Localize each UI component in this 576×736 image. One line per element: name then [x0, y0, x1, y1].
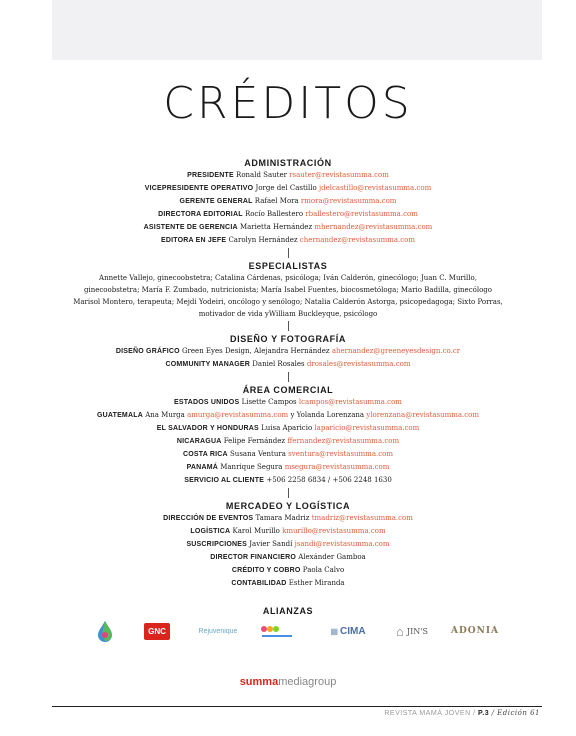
section-heading-diseno: DISEÑO Y FOTOGRAFÍA: [230, 334, 346, 344]
email-link[interactable]: amurga@revistasumma.com: [187, 411, 289, 419]
adonia-logo-icon: ADONIA: [450, 626, 500, 636]
email-link[interactable]: mhernandez@revistasumma.com: [314, 223, 433, 231]
email-link[interactable]: jsandi@revistasumma.com: [294, 540, 390, 548]
email-link[interactable]: rsauter@revistasumma.com: [289, 171, 389, 179]
email-link[interactable]: tmadriz@revistasumma.com: [311, 514, 413, 522]
email-link[interactable]: sventura@revistasumma.com: [288, 450, 393, 458]
credit-line: SERVICIO AL CLIENTE +506 2258 6834 / +506 2248 1630: [184, 476, 392, 484]
email-link[interactable]: ahernandez@greeneyesdesign.co.cr: [331, 347, 461, 355]
gnc-logo-icon: GNC: [142, 620, 172, 642]
email-link[interactable]: jdelcastillo@revistasumma.com: [318, 184, 432, 192]
section-divider: [288, 488, 289, 498]
credit-line: LOGÍSTICA Karol Murillo kmurillo@revistasumma.com: [190, 527, 386, 535]
cima-logo-icon: ▦ CIMA: [330, 625, 366, 637]
section-heading-especialistas: ESPECIALISTAS: [248, 261, 328, 271]
credit-line: ESTADOS UNIDOS Lisette Campos lcampos@revistasumma.com: [174, 398, 402, 406]
credit-line: DIRECTORA EDITORIAL Rocío Ballestero rballestero@revistasumma.com: [158, 210, 418, 218]
credit-line: VICEPRESIDENTE OPERATIVO Jorge del Castillo jdelcastillo@revistasumma.com: [144, 184, 432, 192]
section-heading-administracion: ADMINISTRACIÓN: [244, 158, 332, 168]
section-divider: [288, 321, 289, 331]
section-heading-area-comercial: ÁREA COMERCIAL: [242, 385, 334, 395]
email-link[interactable]: ylorenzana@revistasumma.com: [366, 411, 480, 419]
credit-line: GUATEMALA Ana Murga amurga@revistasumma.com y Yolanda Lorenzana ylorenzana@revistasumma.com: [96, 411, 480, 419]
credit-line: EL SALVADOR Y HONDURAS Luisa Aparicio laparicio@revistasumma.com: [156, 424, 420, 432]
rejuvenique-logo-icon: Rejuvenique: [198, 627, 238, 635]
credit-line: COSTA RICA Susana Ventura sventura@revistasumma.com: [183, 450, 393, 458]
drop-logo-icon: [94, 620, 116, 642]
kids-clinic-logo-icon: [256, 620, 300, 642]
email-link[interactable]: kmurillo@revistasumma.com: [282, 527, 386, 535]
credits-block: [0, 155, 576, 590]
credit-line: PANAMÁ Manrique Segura msegura@revistasumma.com: [186, 463, 390, 471]
email-link[interactable]: lcampos@revistasumma.com: [298, 398, 402, 406]
credit-line: CRÉDITO Y COBRO Paola Calvo: [231, 566, 345, 574]
page-title: CRÉDITOS: [163, 78, 413, 129]
credit-line: DISEÑO GRÁFICO Green Eyes Design, Alejandra Hernández ahernandez@greeneyesdesign.co.cr: [115, 347, 461, 355]
credit-line: ASISTENTE DE GERENCIA Marietta Hernández mhernandez@revistasumma.com: [143, 223, 433, 231]
specialists-paragraph: Annette Vallejo, ginecoobstetra; Catalina Cárdenas, psicóloga; Iván Calderón, ginecólogo; Juan C. Murillo, ginecoobstetra; María F. Zumbado, nutricionista; María Isabel Fuentes, biocosmetóloga; Mario Badilla, ginecólogo Marisol Montero, terapeuta; Mejdi Yodeiri, oncólogo y senólogo; Natalia Calderón Astorga, psicopedagoga; Sixto Porras, motivador de vida yWilliam Buckleyque, psicólogo: [73, 274, 503, 318]
jins-logo-icon: ⌂ JIN'S: [396, 623, 428, 639]
email-link[interactable]: chernandez@revistasumma.com: [299, 236, 416, 244]
credit-line: NICARAGUA Felipe Fernández ffernandez@revistasumma.com: [176, 437, 400, 445]
email-link[interactable]: ffernandez@revistasumma.com: [287, 437, 400, 445]
page-footer: REVISTA MAMÁ JOVEN / P.3 / Edición 61: [384, 709, 540, 717]
summa-mediagroup-logo: summamediagroup: [239, 676, 337, 688]
email-link[interactable]: rmora@revistasumma.com: [300, 197, 397, 205]
footer-rule: [52, 706, 542, 707]
section-divider: [288, 248, 289, 258]
credit-line: EDITORA EN JEFE Carolyn Hernández chernandez@revistasumma.com: [160, 236, 416, 244]
alianzas-heading: ALIANZAS: [262, 606, 314, 616]
credit-line: PRESIDENTE Ronald Sauter rsauter@revistasumma.com: [187, 171, 389, 179]
email-link[interactable]: msegura@revistasumma.com: [284, 463, 390, 471]
credit-line: GERENTE GENERAL Rafael Mora rmora@revistasumma.com: [179, 197, 397, 205]
email-link[interactable]: rballestero@revistasumma.com: [305, 210, 418, 218]
section-heading-mercadeo: MERCADEO Y LOGÍSTICA: [225, 501, 351, 511]
email-link[interactable]: drosales@revistasumma.com: [306, 360, 411, 368]
credit-line: CONTABILIDAD Esther Miranda: [231, 579, 345, 587]
credit-line: COMMUNITY MANAGER Daniel Rosales drosales@revistasumma.com: [165, 360, 411, 368]
credit-line: DIRECTOR FINANCIERO Alexánder Gamboa: [210, 553, 366, 561]
credit-line: SUSCRIPCIONES Javier Sandí jsandi@revistasumma.com: [186, 540, 390, 548]
credit-line: DIRECCIÓN DE EVENTOS Tamara Madriz tmadriz@revistasumma.com: [163, 514, 413, 522]
top-band: [52, 0, 542, 60]
email-link[interactable]: laparicio@revistasumma.com: [314, 424, 420, 432]
section-divider: [288, 372, 289, 382]
